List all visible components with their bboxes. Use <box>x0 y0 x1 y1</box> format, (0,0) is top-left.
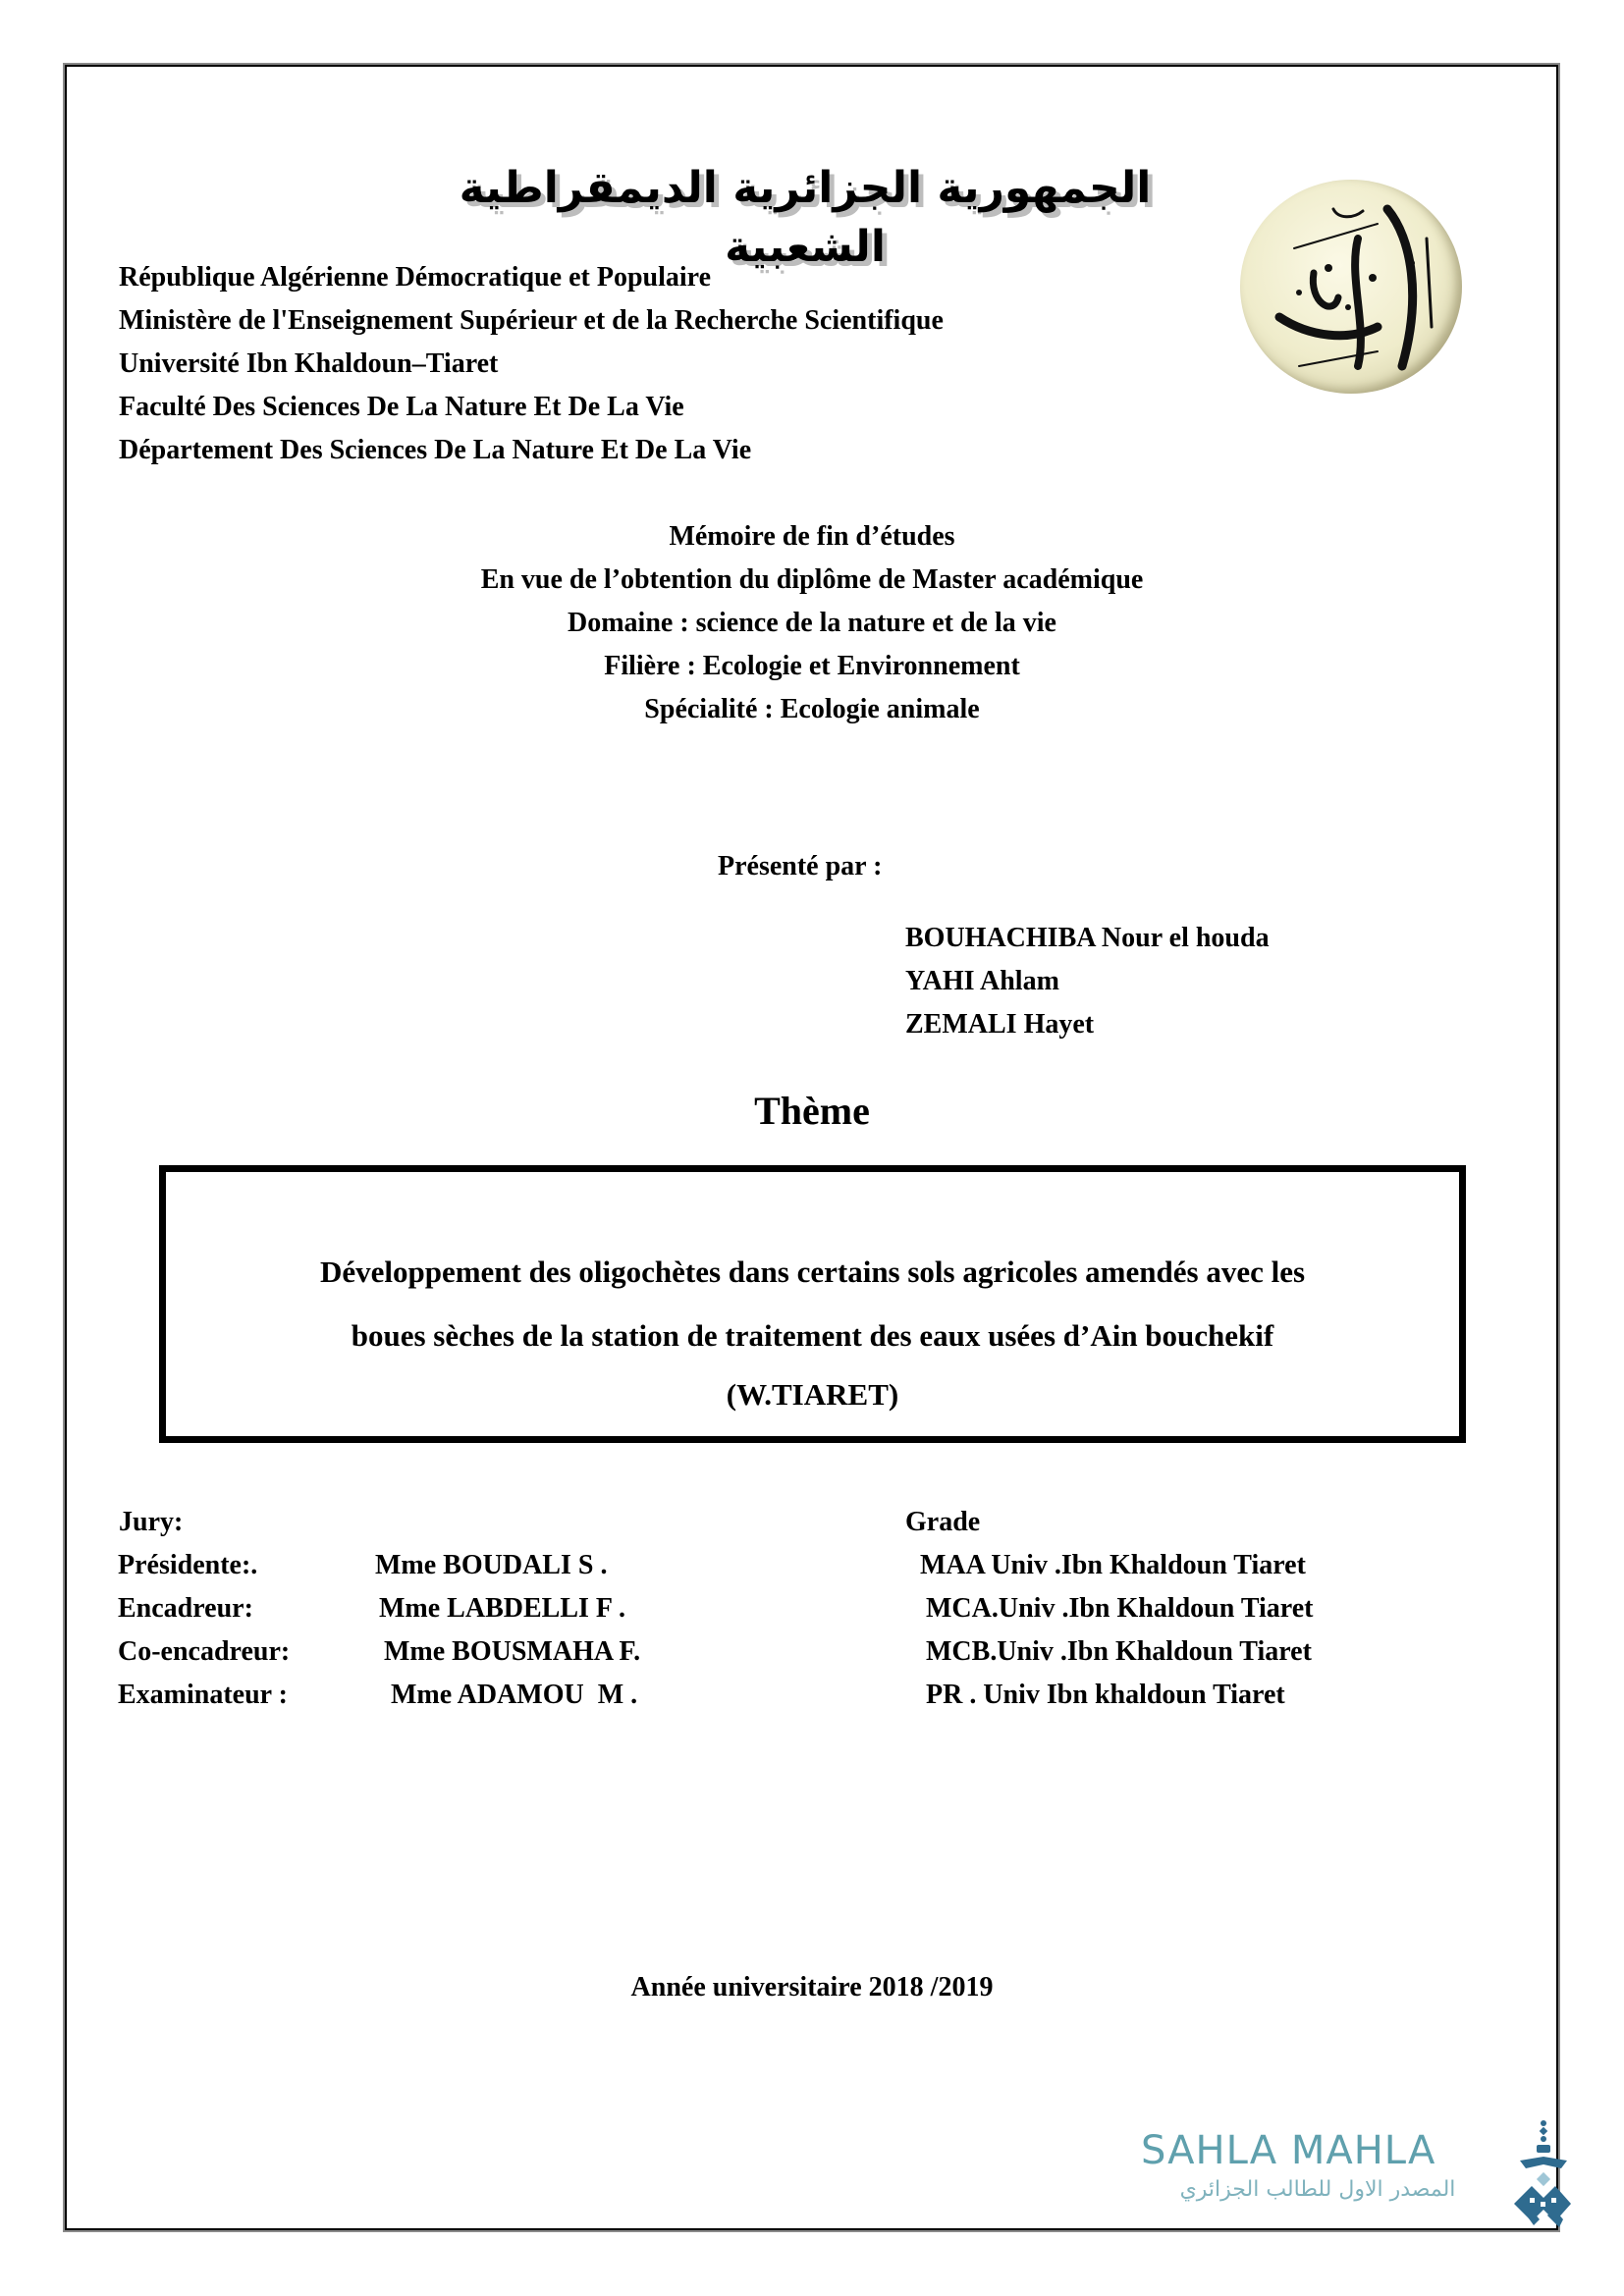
institution-line-republic: République Algérienne Démocratique et Populaire <box>119 262 711 293</box>
jury-grade: MAA Univ .Ibn Khaldoun Tiaret <box>920 1550 1306 1580</box>
sahla-mahla-watermark <box>1139 2125 1571 2233</box>
program-line-domain: Domaine : science de la nature et de la vie <box>568 608 1056 638</box>
author-name: BOUHACHIBA Nour el houda <box>905 923 1270 953</box>
theme-heading: Thème <box>754 1089 870 1133</box>
watermark-subtitle: المصدر الاول للطالب الجزائري <box>1179 2177 1456 2202</box>
jury-role: Présidente:. <box>118 1550 258 1580</box>
jury-role: Co-encadreur: <box>118 1636 291 1667</box>
institution-line-university: Université Ibn Khaldoun–Tiaret <box>119 348 499 379</box>
institution-line-faculty: Faculté Des Sciences De La Nature Et De La Vie <box>119 392 684 422</box>
author-name: ZEMALI Hayet <box>905 1009 1095 1040</box>
theme-title-box <box>159 1165 1466 1443</box>
author-name: YAHI Ahlam <box>905 966 1059 996</box>
presented-by-label: Présenté par : <box>718 851 883 881</box>
jury-role: Examinateur : <box>118 1680 288 1710</box>
jury-name: Mme BOUSMAHA F. <box>384 1636 641 1667</box>
arabic-republic-title: الجمهورية الجزائرية الديمقراطية الشعبية <box>459 163 1152 272</box>
jury-role: Encadreur: <box>118 1593 253 1624</box>
jury-name: Mme BOUDALI S . <box>375 1550 608 1580</box>
jury-label: Jury: <box>119 1507 184 1537</box>
theme-title-line: (W.TIARET) <box>726 1377 899 1412</box>
sahla-mahla-ornament-icon <box>1510 2117 1571 2233</box>
program-line-memoire: Mémoire de fin d’études <box>669 521 955 552</box>
watermark-title: SAHLA MAHLA <box>1141 2128 1436 2173</box>
institution-line-department: Département Des Sciences De La Nature Et De La Vie <box>119 435 752 465</box>
institution-line-ministry: Ministère de l'Enseignement Supérieur et de la Recherche Scientifique <box>119 305 944 336</box>
theme-title-line: Développement des oligochètes dans certains sols agricoles amendés avec les <box>319 1255 1306 1289</box>
program-line-filiere: Filière : Ecologie et Environnement <box>604 651 1020 681</box>
jury-grade: MCB.Univ .Ibn Khaldoun Tiaret <box>926 1636 1312 1667</box>
jury-grade: MCA.Univ .Ibn Khaldoun Tiaret <box>926 1593 1314 1624</box>
jury-grade: PR . Univ Ibn khaldoun Tiaret <box>926 1680 1285 1710</box>
grade-label: Grade <box>905 1507 981 1537</box>
program-line-diploma: En vue de l’obtention du diplôme de Master académique <box>480 564 1144 595</box>
theme-title-line: boues sèches de la station de traitement des eaux usées d’Ain bouchekif <box>351 1318 1274 1353</box>
university-seal-icon <box>1240 180 1462 394</box>
jury-name: Mme ADAMOU M . <box>391 1680 638 1710</box>
jury-name: Mme LABDELLI F . <box>379 1593 625 1624</box>
program-line-specialty: Spécialité : Ecologie animale <box>644 694 980 724</box>
academic-year: Année universitaire 2018 /2019 <box>630 1972 994 2002</box>
